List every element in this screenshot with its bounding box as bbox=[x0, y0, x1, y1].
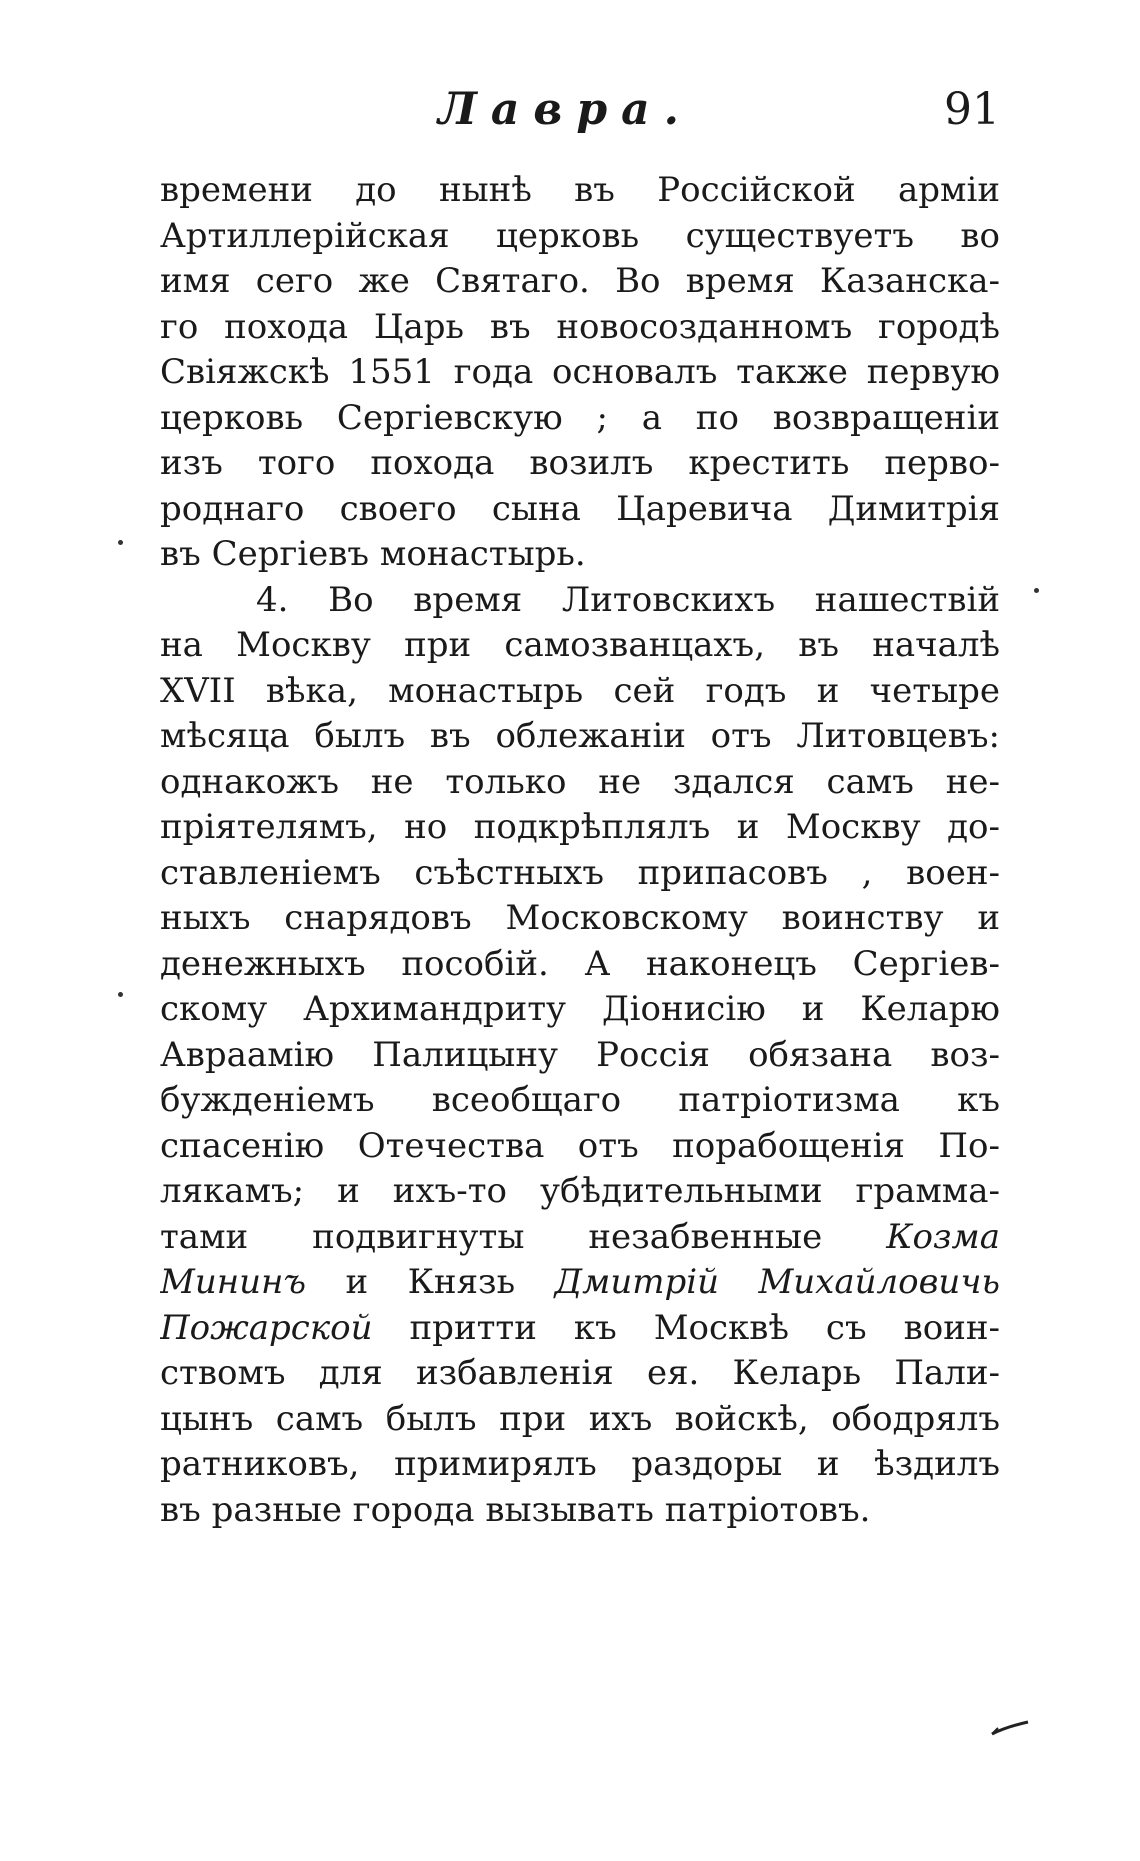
text-line-with-italic-name bbox=[160, 1260, 1000, 1306]
text-line: въ разные города вызывать патріотовъ. bbox=[160, 1489, 871, 1530]
margin-dot-mark bbox=[1034, 588, 1039, 593]
italic-name: Дмитрій Михайловичь bbox=[554, 1262, 1000, 1302]
page-header bbox=[160, 84, 1000, 144]
text-line: XVII вѣка, монастырь сей годъ и четыре bbox=[160, 670, 1000, 711]
text-line: ствомъ для избавленія ея. Келарь Пали- bbox=[160, 1353, 1000, 1393]
text-line-with-italic-name bbox=[160, 1306, 1000, 1352]
text-line: бужденіемъ всеобщаго патріотизма къ bbox=[160, 1080, 1000, 1120]
text-line: Авраамію Палицыну Россія обязана воз- bbox=[160, 1034, 1000, 1075]
italic-name: Пожарской bbox=[160, 1307, 373, 1348]
text-line: скому Архимандриту Діонисію и Келарю bbox=[160, 989, 1000, 1029]
text-line: Артиллерійская церковь существуетъ во bbox=[160, 215, 1000, 256]
text-segment: притти къ Москвѣ съ воин- bbox=[409, 1307, 1000, 1348]
italic-name: Мининъ bbox=[160, 1262, 307, 1302]
text-line: го похода Царь въ новосозданномъ городѣ bbox=[160, 306, 1000, 347]
text-line: однакожъ не только не здался самъ не- bbox=[160, 761, 1000, 802]
body-text bbox=[160, 168, 1000, 1533]
text-line: денежныхъ пособій. А наконецъ Сергіев- bbox=[160, 943, 1000, 984]
text-line: ставленіемъ съѣстныхъ припасовъ , воен- bbox=[160, 852, 1000, 893]
text-line: въ Сергіевъ монастырь. bbox=[160, 534, 586, 574]
italic-name: Козма bbox=[886, 1216, 1000, 1257]
running-head: Лавра. bbox=[438, 84, 693, 135]
page-number: 91 bbox=[944, 84, 1000, 135]
text-line-with-italic-name bbox=[160, 1215, 1000, 1261]
text-line: ратниковъ, примирялъ раздоры и ѣздилъ bbox=[160, 1444, 1000, 1484]
text-line: роднаго своего сына Царевича Димитрія bbox=[160, 488, 1000, 529]
text-line: Свіяжскѣ 1551 года основалъ также первую bbox=[160, 352, 1000, 392]
text-segment: тами подвигнуты незабвенные bbox=[160, 1216, 823, 1257]
text-line: времени до нынѣ въ Россійской арміи bbox=[160, 170, 1000, 210]
text-line: мѣсяца былъ въ облежаніи отъ Литовцевъ: bbox=[160, 716, 1000, 756]
text-line: церковь Сергіевскую ; а по возвращеніи bbox=[160, 397, 1000, 438]
text-line: цынъ самъ былъ при ихъ войскѣ, ободрялъ bbox=[160, 1398, 1000, 1439]
paragraph-start-line: 4. Во время Литовскихъ нашествій bbox=[256, 579, 1000, 620]
margin-dot-mark bbox=[118, 992, 123, 997]
text-line: пріятелямъ, но подкрѣплялъ и Москву до- bbox=[160, 807, 1000, 847]
text-line: изъ того похода возилъ крестить перво- bbox=[160, 443, 1000, 483]
text-line: спасенію Отечества отъ порабощенія По- bbox=[160, 1125, 1000, 1166]
margin-dot-mark bbox=[118, 540, 123, 545]
text-segment: и Князь bbox=[345, 1262, 516, 1302]
text-line: ныхъ снарядовъ Московскому воинству и bbox=[160, 898, 1000, 938]
text-line: имя сего же Святаго. Во время Казанска- bbox=[160, 261, 1000, 301]
text-line: лякамъ; и ихъ-то убѣдительными грамма- bbox=[160, 1171, 1000, 1211]
flourish-mark-icon bbox=[990, 1720, 1030, 1736]
text-line: на Москву при самозванцахъ, въ началѣ bbox=[160, 625, 1000, 665]
